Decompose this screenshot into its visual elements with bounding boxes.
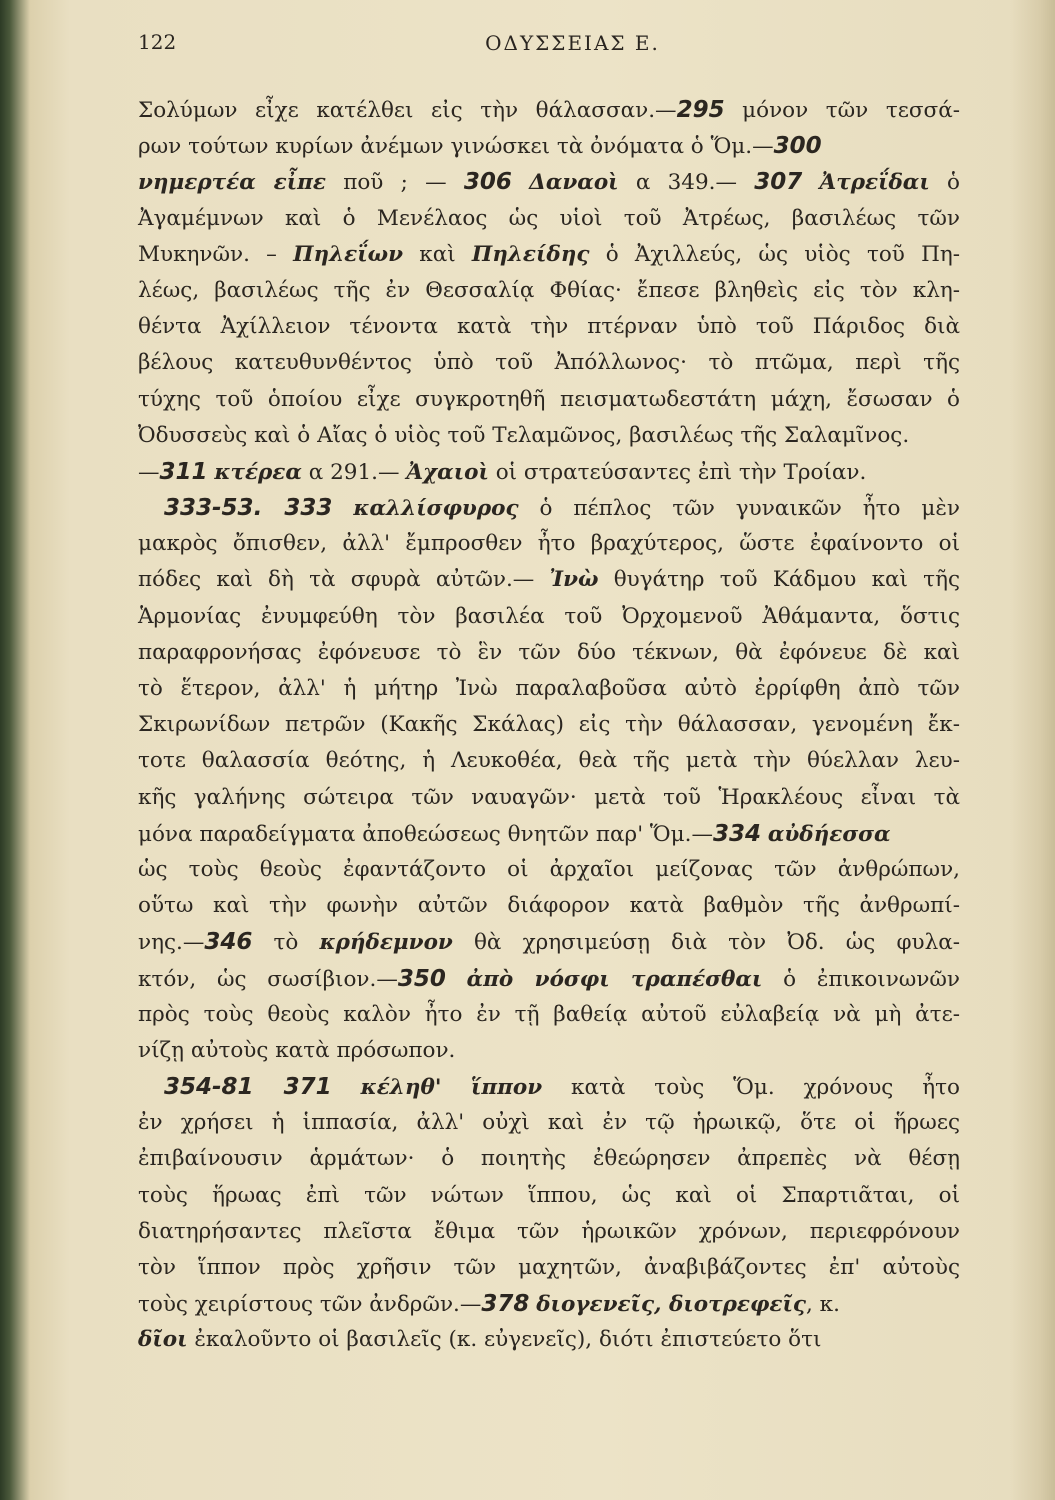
text-run: νίζῃ αὐτοὺς κατὰ πρόσωπον. <box>138 1037 456 1063</box>
text-line <box>138 707 960 743</box>
verse-number: 333-53. 333 <box>164 495 333 522</box>
text-run: α 291.— <box>301 459 407 485</box>
verse-number: 300 <box>773 133 822 160</box>
text-line <box>138 1322 960 1358</box>
text-run: τοτε θαλασσία θεότης, ἡ Λευκοθέα, θεὰ τῆς μετὰ τὴν θύελλαν λευ- <box>138 748 960 774</box>
text-run: ποῦ ; — <box>325 170 464 196</box>
text-line <box>138 671 960 707</box>
text-run: ὁ ἐπικοινωνῶν <box>762 966 960 992</box>
text-run: θὰ χρησιμεύσῃ διὰ τὸν Ὀδ. ὡς φυλα- <box>452 930 960 956</box>
verse-number: 311 <box>159 458 208 485</box>
text-run: ἐπιβαίνουσιν ἁρμάτων· ὁ ποιητὴς ἐθεώρησεν ἀπρεπὲς νὰ θέσῃ <box>138 1146 960 1172</box>
text-line <box>138 599 960 635</box>
verse-number: 307 <box>754 169 803 196</box>
text-line <box>138 201 960 237</box>
text-run: κτόν, ὡς σωσίβιον.— <box>138 966 398 992</box>
lemma: Ἀχαιοὶ <box>406 459 489 485</box>
text-run: ἐν χρήσει ἡ ἱππασία, ἀλλ' οὐχὶ καὶ ἐν τῷ ἡρωικῷ, ὅτε οἱ ἥρωες <box>138 1110 960 1136</box>
text-run <box>332 1075 361 1100</box>
text-run: πρὸς τοὺς θεοὺς καλὸν ἦτο ἐν τῇ βαθείᾳ αὐτοῦ εὐλαβείᾳ νὰ μὴ ἀτε- <box>138 1001 960 1027</box>
lemma: ἀπὸ νόσφι τραπέσθαι <box>466 966 763 992</box>
text-run: Μυκηνῶν. – <box>138 241 294 267</box>
page-number: 122 <box>138 30 177 54</box>
text-run: ἐκαλοῦντο οἱ βασιλεῖς (κ. εὐγενεῖς), διότι ἐπιστεύετο ὅτι <box>187 1327 822 1353</box>
running-title: ΟΔΥΣΣΕΙΑΣ Ε. <box>485 31 660 55</box>
text-run: οἱ στρατεύσαντες ἐπὶ τὴν Τροίαν. <box>488 459 867 485</box>
verse-number: 378 <box>481 1291 530 1318</box>
lemma: Πηλείδης <box>471 241 590 267</box>
text-run: Ἀγαμέμνων καὶ ὁ Μενέλαος ὡς υἱοὶ τοῦ Ἀτρέως, βασιλέως τῶν <box>138 205 960 231</box>
text-run <box>446 967 467 992</box>
text-line <box>138 888 960 924</box>
text-run: μακρὸς ὄπισθεν, ἀλλ' ἔμπροσθεν ἦτο βραχύτερος, ὥστε ἐφαίνοντο οἱ <box>138 531 960 557</box>
text-line <box>138 92 960 128</box>
lemma: διογενεῖς, διοτρεφεῖς <box>536 1292 806 1318</box>
text-run: τοὺς χειρίστους τῶν ἀνδρῶν.— <box>138 1292 482 1318</box>
text-line <box>138 128 960 164</box>
text-line <box>138 418 960 454</box>
text-run: οὕτω καὶ τὴν φωνὴν αὐτῶν διάφορον κατὰ βαθμὸν τῆς ἀνθρωπί- <box>138 893 960 919</box>
text-line <box>138 1141 960 1177</box>
text-run: τοὺς ἥρωας ἐπὶ τῶν νώτων ἵππου, ὡς καὶ οἱ Σπαρτιᾶται, οἱ <box>138 1182 960 1208</box>
lemma: Ἀτρεΐδαι <box>819 170 930 196</box>
text-run: κῆς γαλήνης σώτειρα τῶν ναυαγῶν· μετὰ τοῦ Ἡρακλέους εἶναι τὰ <box>138 784 960 810</box>
text-line <box>138 1105 960 1141</box>
text-run: θέντα Ἀχίλλειον τένοντα κατὰ τὴν πτέρναν ὑπὸ τοῦ Πάριδος διὰ <box>138 314 960 340</box>
lemma: κέληθ' ἵππον <box>360 1075 543 1101</box>
lemma: κτέρεα <box>214 459 302 485</box>
text-line <box>138 816 960 852</box>
text-run: ὡς τοὺς θεοὺς ἐφαντάζοντο οἱ ἀρχαῖοι μείζονας τῶν ἀνθρώπων, <box>138 856 960 882</box>
verse-number: 295 <box>676 97 725 123</box>
text-line <box>138 852 960 888</box>
text-line <box>138 237 960 273</box>
text-line <box>138 309 960 345</box>
lemma: κρήδεμνον <box>319 930 453 956</box>
text-run: κατὰ τοὺς Ὅμ. χρόνους ἦτο <box>542 1075 960 1101</box>
text-line <box>138 924 960 960</box>
text-line <box>138 454 960 490</box>
text-run <box>512 170 529 195</box>
text-run: παραφρονήσας ἐφόνευσε τὸ ἓν τῶν δύο τέκνων, θὰ ἐφόνευε δὲ καὶ <box>138 639 960 665</box>
text-run: βέλους κατευθυνθέντος ὑπὸ τοῦ Ἀπόλλωνος· τὸ πτῶμα, περὶ τῆς <box>138 350 960 376</box>
text-run: — <box>138 459 160 485</box>
text-run: Σολύμων εἶχε κατέλθει εἰς τὴν θάλασσαν.— <box>138 98 677 123</box>
text-run: α 349.— <box>618 170 755 196</box>
text-line <box>138 490 960 526</box>
text-line <box>138 345 960 381</box>
verse-number: 350 <box>397 965 446 992</box>
verse-number: 346 <box>204 929 253 956</box>
lemma: Ἰνὼ <box>549 567 599 593</box>
verse-number: 334 <box>712 820 761 847</box>
text-run: ὁ Ἀχιλλεύς, ὡς υἱὸς τοῦ Πη- <box>589 241 960 267</box>
text-run: καὶ <box>403 241 472 267</box>
text-line <box>138 1069 960 1105</box>
text-run: Σκιρωνίδων πετρῶν (Κακῆς Σκάλας) εἰς τὴν θάλασσαν, γενομένη ἔκ- <box>138 712 960 738</box>
text-line <box>138 1178 960 1214</box>
verse-number: 306 <box>463 169 512 196</box>
text-run: λέως, βασιλέως τῆς ἐν Θεσσαλίᾳ Φθίας· ἔπεσε βληθεὶς εἰς τὸν κλη- <box>138 277 960 303</box>
lemma: νημερτέα εἶπε <box>138 170 326 196</box>
text-line <box>138 526 960 562</box>
text-line <box>138 1250 960 1286</box>
text-line <box>138 1033 960 1069</box>
text-line <box>138 743 960 779</box>
text-line <box>138 562 960 598</box>
text-run: νης.— <box>138 930 205 956</box>
text-line <box>138 164 960 200</box>
text-run: ὁ <box>929 170 960 196</box>
text-run: διατηρήσαντες πλεῖστα ἔθιμα τῶν ἡρωικῶν χρόνων, περιεφρόνουν <box>138 1218 960 1244</box>
text-run: πόδες καὶ δὴ τὰ σφυρὰ αὐτῶν.— <box>138 567 550 593</box>
text-run: ρων τούτων κυρίων ἀνέμων γινώσκει τὰ ὀνόματα ὁ Ὅμ.— <box>138 134 774 160</box>
verse-number: 354-81 371 <box>164 1074 332 1101</box>
text-run: θυγάτηρ τοῦ Κάδμου καὶ τῆς <box>598 567 960 593</box>
text-run: τὸν ἵππον πρὸς χρῆσιν τῶν μαχητῶν, ἀναβιβάζοντες ἐπ' αὐτοὺς <box>138 1255 960 1280</box>
text-run: Ἁρμονίας ἐνυμφεύθη τὸν βασιλέα τοῦ Ὀρχομενοῦ Ἀθάμαντα, ὅστις <box>138 603 960 629</box>
text-run: , κ. <box>805 1292 840 1318</box>
text-line <box>138 961 960 997</box>
commentary-text <box>138 92 960 1359</box>
text-line <box>138 780 960 816</box>
text-run <box>802 170 819 195</box>
text-run: μόνα παραδείγματα ἀποθεώσεως θνητῶν παρ' Ὅμ.— <box>138 821 713 847</box>
lemma: Πηλεΐων <box>293 241 404 267</box>
lemma: καλλίσφυρος <box>353 496 519 522</box>
lemma: Δαναοὶ <box>529 170 619 196</box>
text-run: τὸ <box>252 930 320 956</box>
text-line <box>138 997 960 1033</box>
text-run: Ὀδυσσεὺς καὶ ὁ Αἴας ὁ υἱὸς τοῦ Τελαμῶνος, βασιλέως τῆς Σαλαμῖνος. <box>138 422 910 448</box>
text-line <box>138 1286 960 1322</box>
text-run: τύχης τοῦ ὁποίου εἶχε συγκροτηθῆ πεισματωδεστάτη μάχη, ἔσωσαν ὁ <box>138 386 960 412</box>
text-run: ὁ πέπλος τῶν γυναικῶν ἦτο μὲν <box>518 496 960 522</box>
text-line <box>138 1214 960 1250</box>
lemma: αὐδήεσσα <box>767 821 891 847</box>
lemma: δῖοι <box>138 1327 188 1353</box>
text-line <box>138 273 960 309</box>
text-run <box>332 496 353 521</box>
text-run <box>761 822 768 847</box>
text-line <box>138 382 960 418</box>
text-run: τὸ ἕτερον, ἀλλ' ἡ μήτηρ Ἰνὼ παραλαβοῦσα αὐτὸ ἐρρίφθη ἀπὸ τῶν <box>138 676 960 701</box>
text-line <box>138 635 960 671</box>
text-run: μόνον τῶν τεσσά- <box>724 98 961 123</box>
